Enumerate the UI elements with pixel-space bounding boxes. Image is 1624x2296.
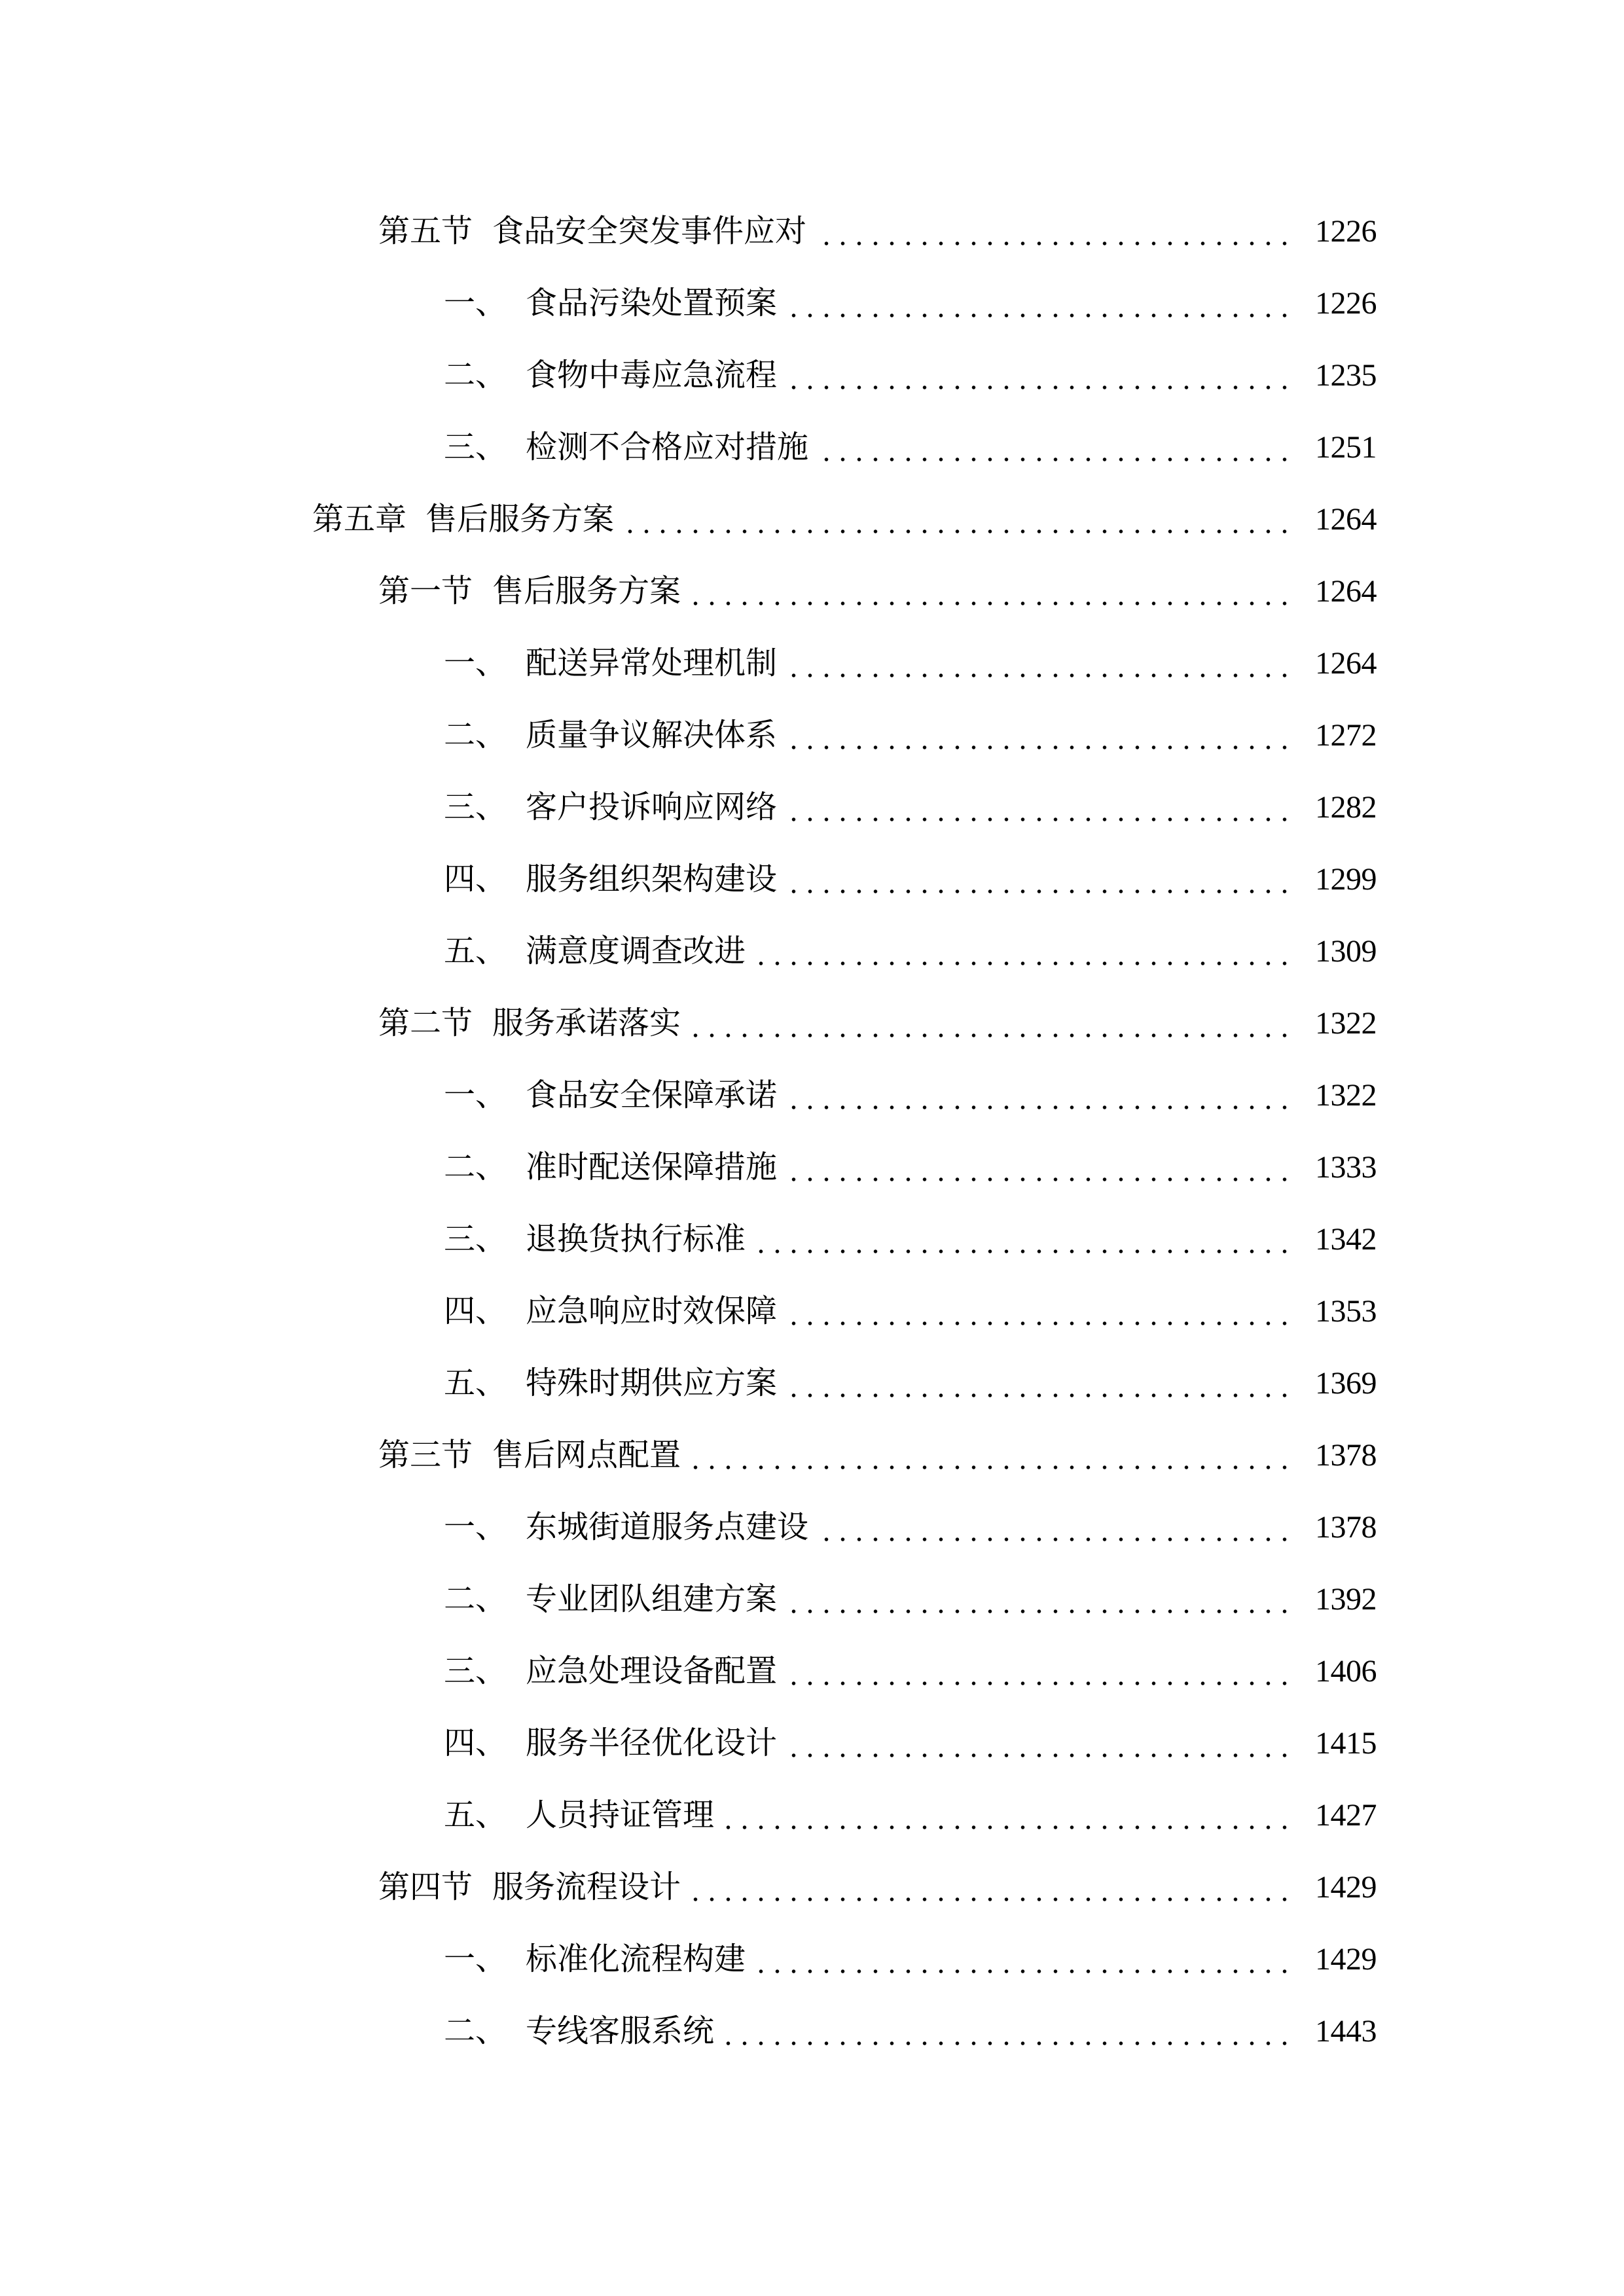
toc-item-number: 二、 bbox=[444, 2014, 507, 2049]
dot-leader bbox=[786, 720, 1293, 751]
toc-section-title: 服务流程设计 bbox=[492, 1870, 681, 1905]
toc-page-number: 1415 bbox=[1315, 1726, 1377, 1761]
toc-item-number: 四、 bbox=[444, 862, 507, 897]
toc-item-title: 质量争议解决体系 bbox=[526, 718, 778, 753]
dot-leader bbox=[786, 648, 1293, 679]
toc-page-number: 1322 bbox=[1315, 1078, 1377, 1113]
toc-chapter-number: 第五章 bbox=[312, 502, 407, 537]
toc-item-number: 二、 bbox=[444, 358, 507, 393]
toc-page-number: 1272 bbox=[1315, 718, 1377, 753]
toc-item-number: 五、 bbox=[444, 934, 507, 969]
toc-section-entry[interactable] bbox=[378, 1864, 1377, 1903]
dot-leader bbox=[755, 936, 1293, 967]
toc-page-number: 1353 bbox=[1315, 1294, 1377, 1329]
toc-page-number: 1378 bbox=[1315, 1438, 1377, 1473]
toc-item-title: 应急响应时效保障 bbox=[526, 1294, 778, 1329]
toc-item-entry[interactable] bbox=[444, 1360, 1377, 1399]
toc-item-title: 服务半径优化设计 bbox=[526, 1726, 778, 1761]
toc-item-title: 应急处理设备配置 bbox=[526, 1654, 778, 1689]
toc-section-title: 食品安全突发事件应对 bbox=[492, 214, 807, 249]
dot-leader bbox=[786, 360, 1293, 391]
toc-section-title: 售后服务方案 bbox=[492, 574, 681, 609]
toc-page-number: 1299 bbox=[1315, 862, 1377, 897]
toc-section-number: 第四节 bbox=[378, 1870, 473, 1905]
toc-page-number: 1322 bbox=[1315, 1006, 1377, 1041]
toc-item-entry[interactable] bbox=[444, 1576, 1377, 1615]
toc-item-number: 一、 bbox=[444, 1510, 507, 1545]
toc-item-title: 检测不合格应对措施 bbox=[526, 430, 809, 465]
toc-item-entry[interactable] bbox=[444, 1936, 1377, 1975]
toc-item-number: 五、 bbox=[444, 1798, 507, 1833]
toc-page-number: 1429 bbox=[1315, 1942, 1377, 1977]
toc-item-title: 专业团队组建方案 bbox=[526, 1582, 778, 1617]
toc-item-number: 三、 bbox=[444, 1222, 507, 1257]
toc-page-number: 1333 bbox=[1315, 1150, 1377, 1185]
toc-item-entry[interactable] bbox=[444, 784, 1377, 823]
dot-leader bbox=[786, 1296, 1293, 1327]
toc-page-number: 1282 bbox=[1315, 790, 1377, 825]
dot-leader bbox=[786, 864, 1293, 895]
toc-page-number: 1264 bbox=[1315, 646, 1377, 681]
toc-item-number: 二、 bbox=[444, 1150, 507, 1185]
toc-item-number: 一、 bbox=[444, 286, 507, 321]
toc-section-title: 售后网点配置 bbox=[492, 1438, 681, 1473]
toc-item-title: 服务组织架构建设 bbox=[526, 862, 778, 897]
toc-item-number: 一、 bbox=[444, 1942, 507, 1977]
toc-section-entry[interactable] bbox=[378, 208, 1377, 247]
toc-item-number: 一、 bbox=[444, 646, 507, 681]
dot-leader bbox=[690, 576, 1293, 607]
toc-page-number: 1342 bbox=[1315, 1222, 1377, 1257]
toc-item-number: 三、 bbox=[444, 1654, 507, 1689]
toc-item-title: 退换货执行标准 bbox=[526, 1222, 746, 1257]
dot-leader bbox=[690, 1872, 1293, 1903]
toc-item-number: 二、 bbox=[444, 1582, 507, 1617]
toc-page-number: 1369 bbox=[1315, 1366, 1377, 1401]
dot-leader bbox=[786, 1152, 1293, 1183]
dot-leader bbox=[786, 1728, 1293, 1759]
toc-page-number: 1406 bbox=[1315, 1654, 1377, 1689]
dot-leader bbox=[690, 1440, 1293, 1471]
toc-section-entry[interactable] bbox=[378, 1432, 1377, 1471]
dot-leader bbox=[723, 1800, 1293, 1831]
dot-leader bbox=[623, 504, 1293, 535]
toc-item-entry[interactable] bbox=[444, 640, 1377, 679]
toc-section-entry[interactable] bbox=[378, 568, 1377, 607]
toc-item-entry[interactable] bbox=[444, 424, 1377, 463]
toc-item-title: 专线客服系统 bbox=[526, 2014, 715, 2049]
toc-page-number: 1429 bbox=[1315, 1870, 1377, 1905]
toc-page-number: 1392 bbox=[1315, 1582, 1377, 1617]
toc-page-number: 1226 bbox=[1315, 214, 1377, 249]
toc-item-title: 特殊时期供应方案 bbox=[526, 1366, 778, 1401]
toc-item-title: 准时配送保障措施 bbox=[526, 1150, 778, 1185]
toc-item-title: 满意度调查改进 bbox=[526, 934, 746, 969]
toc-page-number: 1226 bbox=[1315, 286, 1377, 321]
dot-leader bbox=[786, 792, 1293, 823]
toc-section-entry[interactable] bbox=[378, 1000, 1377, 1039]
toc-page-number: 1264 bbox=[1315, 574, 1377, 609]
toc-section-number: 第二节 bbox=[378, 1006, 473, 1041]
dot-leader bbox=[786, 1656, 1293, 1687]
dot-leader bbox=[816, 216, 1293, 247]
toc-item-number: 四、 bbox=[444, 1726, 507, 1761]
toc-item-number: 三、 bbox=[444, 430, 507, 465]
toc-page-number: 1443 bbox=[1315, 2014, 1377, 2049]
toc-item-entry[interactable] bbox=[444, 1720, 1377, 1759]
toc-page-number: 1264 bbox=[1315, 502, 1377, 537]
toc-page-number: 1309 bbox=[1315, 934, 1377, 969]
toc-section-number: 第三节 bbox=[378, 1438, 473, 1473]
toc-chapter-title: 售后服务方案 bbox=[425, 502, 615, 537]
toc-item-title: 客户投诉响应网络 bbox=[526, 790, 778, 825]
toc-item-number: 四、 bbox=[444, 1294, 507, 1329]
toc-item-number: 二、 bbox=[444, 718, 507, 753]
toc-item-entry[interactable] bbox=[444, 352, 1377, 391]
toc-item-number: 三、 bbox=[444, 790, 507, 825]
toc-chapter-entry[interactable] bbox=[312, 496, 1377, 535]
toc-item-title: 食品安全保障承诺 bbox=[526, 1078, 778, 1113]
toc-item-entry[interactable] bbox=[444, 1216, 1377, 1255]
dot-leader bbox=[755, 1944, 1293, 1975]
toc-item-entry[interactable] bbox=[444, 712, 1377, 751]
dot-leader bbox=[755, 1224, 1293, 1255]
toc-page-number: 1235 bbox=[1315, 358, 1377, 393]
toc-item-title: 东城街道服务点建设 bbox=[526, 1510, 809, 1545]
toc-item-title: 配送异常处理机制 bbox=[526, 646, 778, 681]
dot-leader bbox=[786, 1584, 1293, 1615]
toc-item-entry[interactable] bbox=[444, 1504, 1377, 1543]
toc-item-entry[interactable] bbox=[444, 1288, 1377, 1327]
toc-item-entry[interactable] bbox=[444, 1144, 1377, 1183]
toc-item-title: 食品污染处置预案 bbox=[526, 286, 778, 321]
toc-item-title: 标准化流程构建 bbox=[526, 1942, 746, 1977]
toc-item-title: 人员持证管理 bbox=[526, 1798, 715, 1833]
dot-leader bbox=[786, 1368, 1293, 1399]
toc-page-number: 1251 bbox=[1315, 430, 1377, 465]
dot-leader bbox=[690, 1008, 1293, 1039]
toc-item-number: 五、 bbox=[444, 1366, 507, 1401]
toc-item-entry[interactable] bbox=[444, 1072, 1377, 1111]
dot-leader bbox=[818, 1512, 1293, 1543]
dot-leader bbox=[786, 1080, 1293, 1111]
dot-leader bbox=[818, 432, 1293, 463]
toc-section-number: 第五节 bbox=[378, 214, 473, 249]
toc-item-title: 食物中毒应急流程 bbox=[526, 358, 778, 393]
toc-item-entry[interactable] bbox=[444, 856, 1377, 895]
toc-item-entry[interactable] bbox=[444, 1648, 1377, 1687]
toc-page-number: 1378 bbox=[1315, 1510, 1377, 1545]
toc-section-title: 服务承诺落实 bbox=[492, 1006, 681, 1041]
dot-leader bbox=[786, 288, 1293, 319]
toc-item-entry[interactable] bbox=[444, 928, 1377, 967]
toc-page-number: 1427 bbox=[1315, 1798, 1377, 1833]
toc-item-entry[interactable] bbox=[444, 1792, 1377, 1831]
dot-leader bbox=[723, 2016, 1293, 2047]
toc-section-number: 第一节 bbox=[378, 574, 473, 609]
toc-item-entry[interactable] bbox=[444, 2008, 1377, 2047]
toc-item-entry[interactable] bbox=[444, 280, 1377, 319]
toc-item-number: 一、 bbox=[444, 1078, 507, 1113]
